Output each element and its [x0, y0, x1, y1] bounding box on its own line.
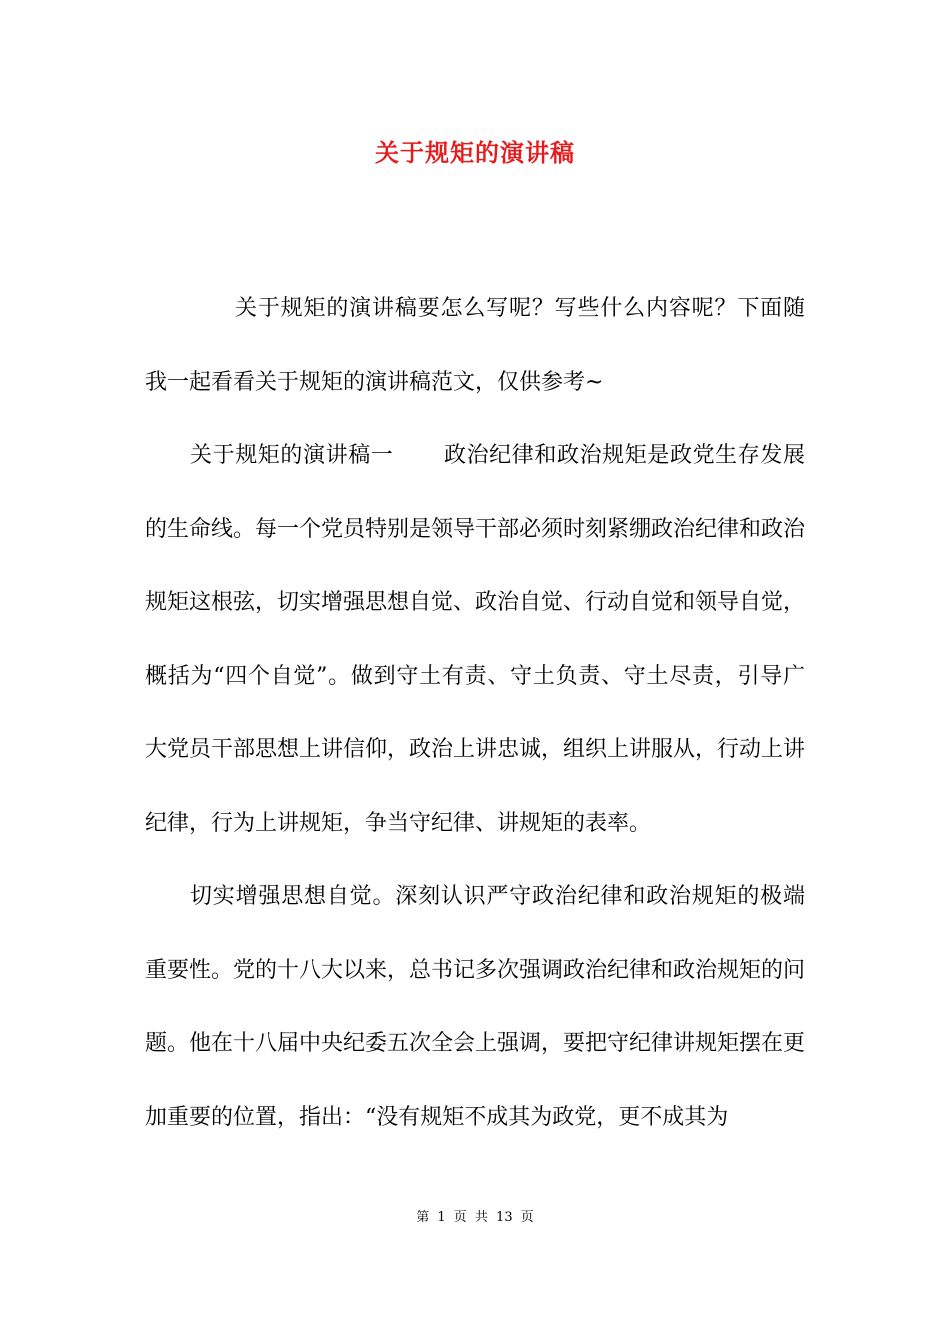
page-number-footer: 第 1 页 共 13 页: [416, 1210, 534, 1225]
document-title: 关于规矩的演讲稿: [375, 138, 575, 167]
document-body: [145, 272, 805, 1154]
section-heading: 关于规矩的演讲稿一: [190, 443, 394, 468]
intro-paragraph: 关于规矩的演讲稿要怎么写呢？写些什么内容呢？下面随我一起看看关于规矩的演讲稿范文，仅供参考~: [145, 296, 805, 395]
section-paragraph: [145, 419, 805, 860]
body-paragraph: 切实增强思想自觉。深刻认识严守政治纪律和政治规矩的极端重要性。党的十八大以来，总书记多次强调政治纪律和政治规矩的问题。他在十八届中央纪委五次全会上强调，要把守纪律讲规矩摆在更加重要的位置，指出：“没有规矩不成其为政党，更不成其为: [145, 884, 806, 1130]
section-body-text: 政治纪律和政治规矩是政党生存发展的生命线。每一个党员特别是领导干部必须时刻紧绷政治纪律和政治规矩这根弦，切实增强思想自觉、政治自觉、行动自觉和领导自觉，概括为“四个自觉”。做到守土有责、守土负责、守土尽责，引导广大党员干部思想上讲信仰，政治上讲忠诚，组织上讲服从，行动上讲纪律，行为上讲规矩，争当守纪律、讲规矩的表率。: [145, 443, 806, 836]
